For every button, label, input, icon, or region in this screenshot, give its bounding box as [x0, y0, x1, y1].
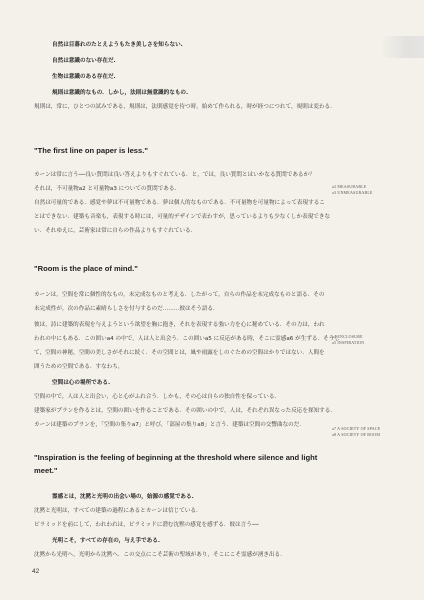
paragraph-line: 未完成性が，次の作品に素晴らしさを付与するのだ………彼はそう語る.	[34, 306, 215, 312]
margin-note: a4 ENCLOSURE	[332, 334, 363, 339]
paragraph-line: 規則は，常に，ひとつの試みである，規則は，法則感覚を待つ時，始めて作られる，時が経つにつれて，規則は変わる.	[34, 104, 332, 110]
paragraph-line: 彼は，詩に建築的表現を与えようという欲望を胸に抱き，それを表現する強い力を心に秘めている．その力は，われ	[34, 322, 325, 328]
paragraph-line: とはできない．建築も音楽も，表現する時には，可量的デザインで表わすが，思っているよりも少なくしか表現できな	[34, 214, 331, 220]
margin-note: a7 A SOCIETY OF SPACE	[332, 426, 381, 431]
paragraph-line: 自然は可量的である．感覚や夢は不可量物である．夢は個人的なものである．不可量物を可量物によって表現するこ	[34, 200, 325, 206]
margin-note: a2 MEASURABLE	[332, 184, 367, 189]
paragraph-line: 建築家がプランを作るとは，空間の囲いを作ることである．その囲いの中で，人は，それぞれ異なった反応を探知する.	[34, 408, 333, 414]
tagline: 霊感とは，沈黙と光明の出会い場の，始源の感覚である.	[52, 494, 194, 500]
poem-line: 自然は目暮れのたとえようもたき美しさを知らない.	[52, 42, 183, 48]
paragraph-line: 囲うための空間である．すなわち，	[34, 364, 124, 370]
paragraph-line: 沈黙から光明へ，光明から沈黙へ．この交点にこそ芸術の聖域があり，そこにこそ霊感が湧き出る.	[34, 552, 282, 558]
poem-line: 生物は意識のある存在だ.	[52, 74, 116, 80]
paragraph-line: カーンは常に言う──良い質問は良い答えよりもすぐれている．と，では，良い質問とはいかなる質問であるか？	[34, 172, 315, 178]
poem-line: 規則は意識的なもの．しかし，法則は無意識的なもの.	[52, 90, 189, 96]
page-number: 42	[32, 568, 40, 575]
tagline: 空間は心の場所である.	[52, 380, 111, 386]
paragraph-line: カーンは，空間を常に個性的なもの，未完成なものと考える．したがって，自らの作品を未完成なものと語る．その	[34, 292, 325, 298]
paragraph-line: 沈黙と光明は，すべての建築の過程にあるとカーンは信じている.	[34, 508, 198, 514]
section-heading: "Room is the place of mind."	[34, 264, 138, 273]
section-heading: "Inspiration is the feeling of beginning at the threshold where silence and light	[34, 453, 318, 462]
paragraph-line: ピラミッドを前にして，われわれは，ピラミッドに潜む沈黙の感覚を感ずる．彼は言う──	[34, 522, 259, 528]
paper-smudge	[380, 36, 424, 58]
paragraph-line: それは，不可量物a2 と可量物a3 についての質問である.	[34, 186, 177, 192]
paragraph-line: われの中にもある．この囲いa4 の中で，人は人と出会う．この囲いa5 に反応がある時，そこに霊感a6 が生ずる．そうし	[34, 336, 340, 342]
margin-note: a3 UNMEASURABLE	[332, 190, 373, 195]
section-heading: "The first line on paper is less."	[34, 146, 148, 155]
poem-line: 自然は意識のない存在だ.	[52, 58, 116, 64]
paragraph-line: て，空間の神秘，空間の美しさがそれに続く．その空間とは，風や雨露をしのぐための空間はかりではない．人間を	[34, 350, 325, 356]
section-heading: meet."	[34, 466, 58, 475]
margin-note: a8 A SOCIETY OF ROOM	[332, 432, 381, 437]
tagline: 光明こそ，すべての存在の，与え手である.	[52, 538, 160, 544]
paragraph-line: い．それゆえに，芸術家は常に自らの作品よりもすぐれている.	[34, 228, 193, 234]
paragraph-line: 空間の中で，人は人と出会い，心と心がふれ合う．しかも，その心は自らの独自性を保っている.	[34, 394, 277, 400]
paragraph-line: カーンは建築のプランを，「空間の集りa7」と呼び，「部屋の集りa8」と言う．建築は空間の交響曲なのだ.	[34, 422, 302, 428]
margin-note: a5 INSPIRATION	[332, 340, 365, 345]
